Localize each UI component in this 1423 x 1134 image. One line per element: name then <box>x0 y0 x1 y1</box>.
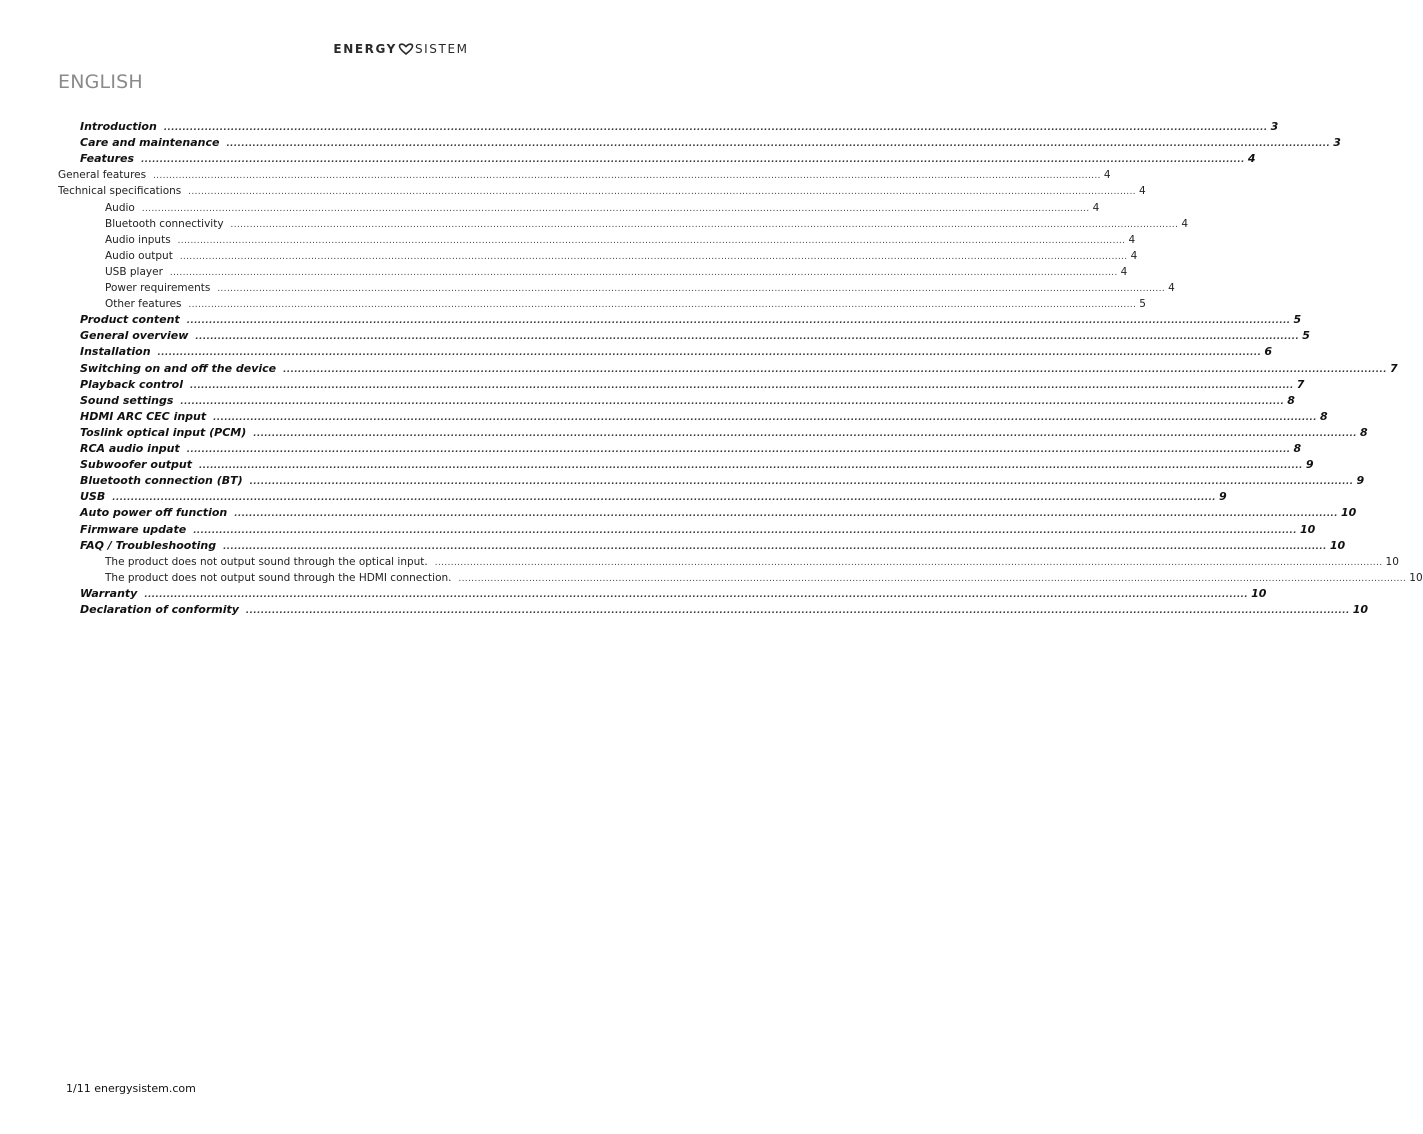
toc-entry[interactable] <box>105 570 1423 586</box>
toc-entry[interactable] <box>80 586 1267 602</box>
toc-entry-title: Product content <box>80 313 180 327</box>
toc-entry-page: 7 <box>1296 377 1305 391</box>
toc-dot-leader: ........................................................................................................................................................................................................................................................................................................ <box>193 525 1297 536</box>
toc-entry-title: The product does not output sound through the HDMI connection. <box>105 571 452 584</box>
toc-entry-page: 8 <box>1319 409 1328 423</box>
toc-dot-leader: ........................................................................................................................................................................................................................................................................................................ <box>230 219 1179 230</box>
toc-dot-leader: ........................................................................................................................................................................................................................................................................................................ <box>195 332 1300 343</box>
toc-entry[interactable] <box>58 167 1111 183</box>
toc-entry[interactable] <box>80 425 1368 441</box>
footer-website: energysistem.com <box>94 1082 196 1095</box>
toc-entry[interactable] <box>105 554 1399 570</box>
toc-entry[interactable] <box>80 409 1328 425</box>
toc-entry[interactable] <box>105 200 1100 216</box>
toc-entry-page: 8 <box>1360 425 1368 439</box>
toc-entry-page: 5 <box>1139 298 1146 311</box>
toc-entry-page: 4 <box>1168 282 1175 294</box>
toc-entry-page: 4 <box>1092 201 1100 214</box>
toc-entry[interactable] <box>105 264 1128 280</box>
toc-entry-title: Bluetooth connectivity <box>105 217 224 230</box>
toc-entry[interactable] <box>80 441 1302 457</box>
toc-entry-title: Audio output <box>105 249 173 262</box>
toc-entry[interactable] <box>80 489 1227 505</box>
toc-dot-leader: ........................................................................................................................................................................................................................................................................................................ <box>249 477 1354 488</box>
toc-entry[interactable] <box>80 522 1316 538</box>
toc-dot-leader: ........................................................................................................................................................................................................................................................................................................ <box>226 139 1331 150</box>
toc-entry-title: Audio <box>105 201 135 214</box>
toc-entry-title: Technical specifications <box>58 185 182 198</box>
toc-entry-page: 5 <box>1302 329 1310 343</box>
toc-dot-leader: ........................................................................................................................................................................................................................................................................................................ <box>177 235 1126 246</box>
toc-entry[interactable] <box>80 457 1314 473</box>
toc-entry[interactable] <box>105 248 1138 264</box>
toc-dot-leader: ........................................................................................................................................................................................................................................................................................................ <box>112 493 1217 504</box>
toc-entry-page: 5 <box>1293 313 1302 327</box>
toc-entry-title: Bluetooth connection (BT) <box>80 474 243 488</box>
toc-entry-title: General features <box>58 169 147 182</box>
toc-dot-leader: ........................................................................................................................................................................................................................................................................................................ <box>217 284 1166 294</box>
toc-entry-title: FAQ / Troubleshooting <box>80 538 217 552</box>
toc-entry-page: 7 <box>1389 361 1398 375</box>
toc-dot-leader: ........................................................................................................................................................................................................................................................................................................ <box>186 445 1291 455</box>
toc-entry-title: Sound settings <box>80 393 174 407</box>
brand-logo-right: SISTEM <box>414 42 469 56</box>
toc-dot-leader: ........................................................................................................................................................................................................................................................................................................ <box>157 348 1262 359</box>
toc-entry-title: Other features <box>105 298 182 311</box>
toc-entry[interactable] <box>105 216 1188 232</box>
toc-entry-title: Care and maintenance <box>80 136 220 150</box>
toc-entry-title: General overview <box>80 329 189 343</box>
toc-entry-page: 10 <box>1385 555 1399 568</box>
toc-entry[interactable] <box>80 119 1279 135</box>
toc-entry-title: Declaration of conformity <box>80 603 239 616</box>
toc-entry-page: 8 <box>1287 393 1295 407</box>
toc-entry-page: 10 <box>1251 586 1267 600</box>
toc-entry-title: Introduction <box>80 120 157 133</box>
toc-entry-page: 8 <box>1293 442 1302 455</box>
toc-entry-page: 4 <box>1120 265 1128 278</box>
toc-entry-page: 4 <box>1247 152 1256 166</box>
toc-entry[interactable] <box>80 344 1272 360</box>
toc-entry-title: Auto power off function <box>80 506 228 520</box>
toc-entry-title: Installation <box>80 345 151 359</box>
toc-entry[interactable] <box>80 312 1302 328</box>
toc-entry-title: USB player <box>105 265 163 278</box>
toc-dot-leader: ........................................................................................................................................................................................................................................................................................................ <box>245 606 1350 616</box>
toc-entry-title: The product does not output sound through the optical input. <box>105 555 428 568</box>
toc-entry-page: 10 <box>1352 603 1369 616</box>
toc-entry-title: RCA audio input <box>80 442 180 455</box>
toc-dot-leader: ........................................................................................................................................................................................................................................................................................................ <box>153 171 1101 182</box>
toc-entry[interactable] <box>80 328 1310 344</box>
toc-dot-leader: ........................................................................................................................................................................................................................................................................................................ <box>179 251 1128 262</box>
toc-entry-title: USB <box>80 490 106 504</box>
toc-dot-leader: ........................................................................................................................................................................................................................................................................................................ <box>141 203 1090 214</box>
toc-dot-leader: ........................................................................................................................................................................................................................................................................................................ <box>169 267 1118 278</box>
toc-entry[interactable] <box>80 538 1346 554</box>
language-heading: ENGLISH <box>58 71 143 93</box>
toc-dot-leader: ........................................................................................................................................................................................................................................................................................................ <box>213 412 1317 423</box>
toc-entry[interactable] <box>105 232 1136 248</box>
toc-entry[interactable] <box>80 151 1256 167</box>
toc-entry-page: 4 <box>1103 169 1111 182</box>
toc-dot-leader: ........................................................................................................................................................................................................................................................................................................ <box>223 541 1327 552</box>
toc-entry[interactable] <box>80 473 1365 489</box>
toc-entry[interactable] <box>80 377 1305 393</box>
toc-entry-page: 3 <box>1270 120 1279 133</box>
toc-entry-page: 10 <box>1329 538 1346 552</box>
toc-entry-page: 4 <box>1130 249 1138 262</box>
toc-entry-title: Toslink optical input (PCM) <box>80 425 247 439</box>
toc-dot-leader: ........................................................................................................................................................................................................................................................................................................ <box>163 123 1268 133</box>
page-footer <box>66 1082 196 1095</box>
toc-entry[interactable] <box>105 296 1146 312</box>
page-number: 1/11 <box>66 1082 91 1095</box>
toc-dot-leader: ........................................................................................................................................................................................................................................................................................................ <box>253 428 1358 439</box>
toc-entry[interactable] <box>80 505 1357 521</box>
toc-entry-page: 10 <box>1409 571 1423 584</box>
toc-entry-title: Switching on and off the device <box>80 361 277 375</box>
toc-entry[interactable] <box>80 602 1369 618</box>
toc-entry-page: 10 <box>1300 522 1316 536</box>
toc-dot-leader: ........................................................................................................................................................................................................................................................................................................ <box>188 300 1137 311</box>
toc-entry[interactable] <box>58 183 1146 199</box>
toc-entry-title: Firmware update <box>80 522 187 536</box>
toc-entry-page: 9 <box>1219 490 1227 504</box>
toc-entry-title: Features <box>80 152 135 166</box>
toc-dot-leader: ........................................................................................................................................................................................................................................................................................................ <box>188 187 1137 198</box>
toc-entry-page: 4 <box>1181 217 1188 230</box>
toc-entry-page: 9 <box>1356 474 1365 488</box>
toc-entry-title: Power requirements <box>105 282 211 294</box>
toc-dot-leader: ........................................................................................................................................................................................................................................................................................................ <box>189 380 1294 391</box>
toc-entry-page: 9 <box>1305 458 1314 472</box>
toc-dot-leader: ........................................................................................................................................................................................................................................................................................................ <box>141 155 1245 166</box>
toc-dot-leader: ........................................................................................................................................................................................................................................................................................................ <box>283 364 1387 375</box>
toc-dot-leader: ........................................................................................................................................................................................................................................................................................................ <box>186 316 1291 327</box>
toc-entry-title: Audio inputs <box>105 233 171 246</box>
toc-entry-page: 6 <box>1264 345 1272 359</box>
toc-dot-leader: ........................................................................................................................................................................................................................................................................................................ <box>234 509 1339 520</box>
toc-dot-leader: ........................................................................................................................................................................................................................................................................................................ <box>199 461 1303 472</box>
toc-entry-page: 3 <box>1333 136 1341 150</box>
toc-entry[interactable] <box>105 280 1175 296</box>
toc-entry[interactable] <box>80 393 1295 409</box>
toc-entry[interactable] <box>80 361 1398 377</box>
toc-dot-leader: ........................................................................................................................................................................................................................................................................................................ <box>458 573 1407 584</box>
toc-dot-leader: ........................................................................................................................................................................................................................................................................................................ <box>434 557 1383 568</box>
toc-entry-title: Warranty <box>80 586 138 600</box>
toc-entry-page: 4 <box>1128 233 1136 246</box>
heart-check-icon <box>398 43 414 55</box>
toc-entry-title: Playback control <box>80 377 183 391</box>
toc-entry-page: 4 <box>1139 185 1146 198</box>
toc-entry-title: HDMI ARC CEC input <box>80 409 207 423</box>
brand-logo <box>0 41 802 57</box>
toc-dot-leader: ........................................................................................................................................................................................................................................................................................................ <box>144 589 1249 600</box>
toc-entry-page: 10 <box>1341 506 1357 520</box>
toc-entry[interactable] <box>80 135 1341 151</box>
toc-dot-leader: ........................................................................................................................................................................................................................................................................................................ <box>180 396 1285 407</box>
toc-entry-title: Subwoofer output <box>80 458 193 472</box>
brand-logo-left: ENERGY <box>333 42 397 56</box>
